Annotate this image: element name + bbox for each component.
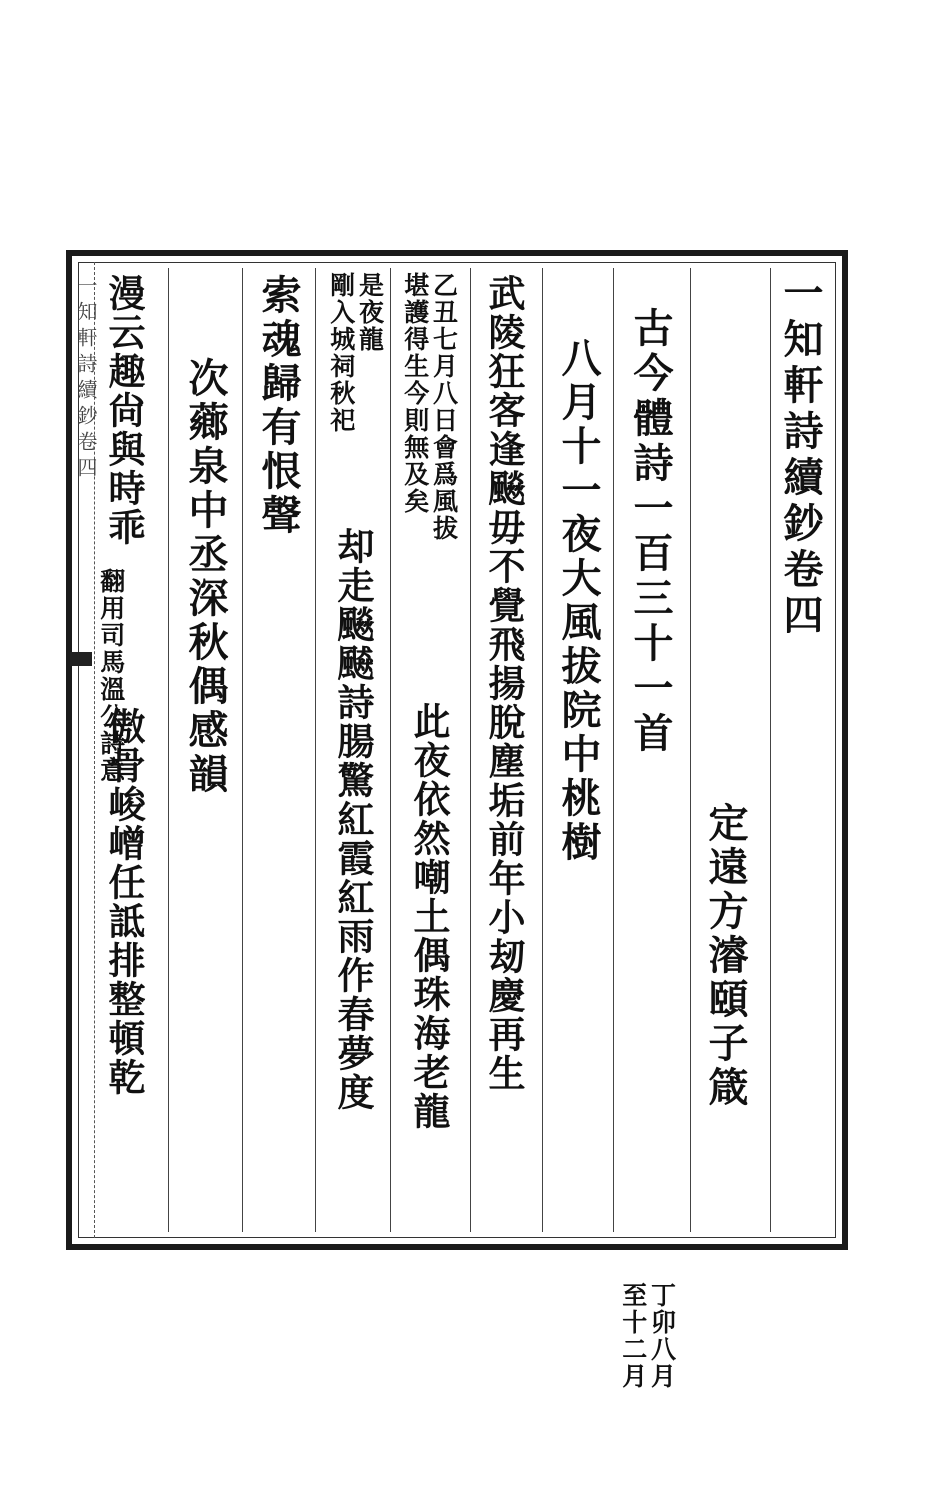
poem-1-line-2: 此夜依然嘲土偶珠海老龍 <box>407 702 451 1131</box>
banxin-title: 一知軒詩續鈔卷四 <box>74 275 98 483</box>
poem-2-line-2: 傲骨峻嶒任詆排整頓乾 <box>102 707 146 1097</box>
poem-1-line-1: 武陵狂客逢飈毋不覺飛揚脫塵垢前年小刼慶再生 <box>482 274 526 1093</box>
poem-1-note-1-left: 堪護得生今則無及矣 <box>400 272 430 515</box>
column-rule <box>613 268 614 1232</box>
column-rule <box>315 268 316 1232</box>
column-rule <box>390 268 391 1232</box>
poem-2-title: 次薌泉中丞深秋偶感韻 <box>182 357 229 797</box>
poem-1-line-4: 索魂歸有恨聲 <box>255 274 302 538</box>
section-heading: 古今體詩一百三十一首 <box>627 307 674 757</box>
poem-2-line-1: 漫云趣尙與時乖 <box>102 274 146 547</box>
section-note-line-1: 丁卯八月 <box>647 1282 677 1390</box>
poem-1-title: 八月十一夜大風拔院中桃樹 <box>555 337 602 865</box>
column-rule <box>770 268 771 1232</box>
poem-1-note-2-right: 是夜龍 <box>355 272 385 353</box>
section-note <box>618 772 676 1390</box>
author-line: 定遠方濬頤子箴 <box>702 802 749 1110</box>
poem-1-line-3: 却走飈飇詩腸驚紅霞紅雨作春夢度 <box>331 527 375 1112</box>
section-note-line-2: 至十二月 <box>618 1282 648 1390</box>
column-rule <box>242 268 243 1232</box>
book-title: 一知軒詩續鈔卷四 <box>777 272 824 640</box>
column-rule <box>168 268 169 1232</box>
fish-tail-mark <box>70 652 92 666</box>
column-rule <box>542 268 543 1232</box>
poem-2-note-text: 翻用司馬溫公詩意 <box>96 568 126 784</box>
column-rule <box>690 268 691 1232</box>
column-rule <box>470 268 471 1232</box>
poem-1-note-2-left: 剛入城祠秋祀 <box>326 272 356 434</box>
poem-1-note-1-right: 乙丑七月八日會爲風拔 <box>429 272 459 542</box>
